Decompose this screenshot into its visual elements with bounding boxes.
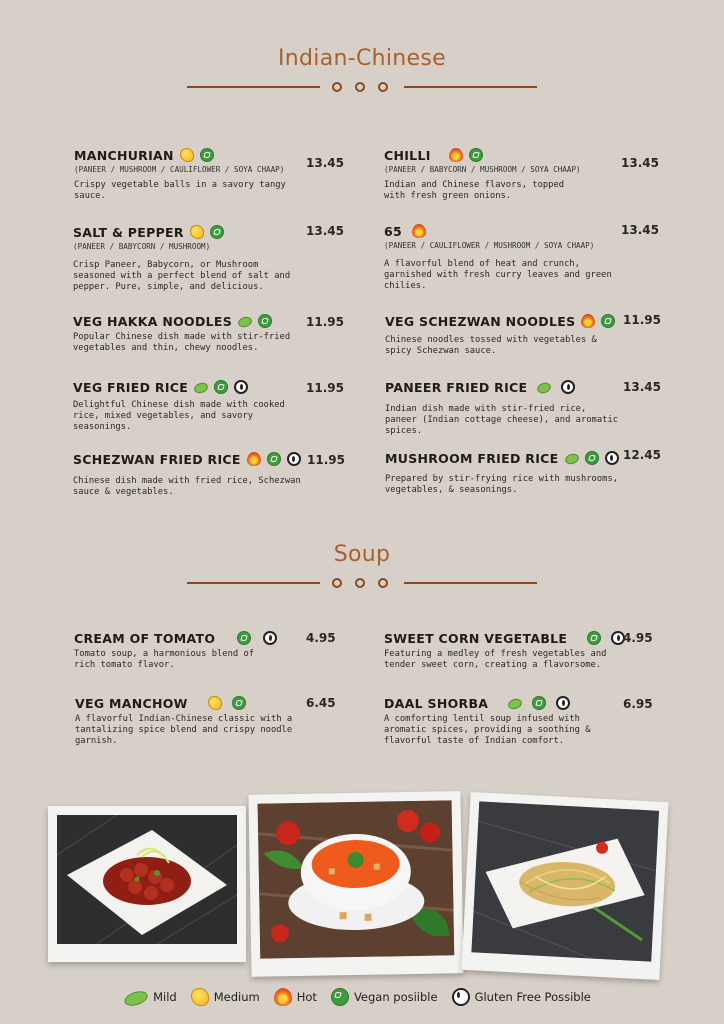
item-description: Tomato soup, a harmonious blend of rich tomato flavor. [74, 649, 255, 670]
menu-item-veg-manchow [75, 694, 325, 747]
photo-tomato-soup [248, 791, 463, 977]
item-description: Prepared by stir-frying rice with mushrooms, vegetables, & seasonings. [385, 474, 619, 495]
menu-item-veg-fried-rice [73, 378, 305, 433]
gluten-free-icon [556, 696, 570, 710]
item-name: 65 [384, 223, 402, 239]
legend-medium-label: Medium [213, 990, 260, 1004]
item-price: 11.95 [306, 315, 344, 329]
gluten-free-icon [561, 380, 575, 394]
hot-spice-icon [412, 224, 426, 238]
item-price: 11.95 [306, 381, 344, 395]
item-options: (PANEER / CAULIFLOWER / MUSHROOM / SOYA CHAAP) [384, 241, 595, 250]
item-description: Featuring a medley of fresh vegetables and tender sweet corn, creating a flavorsome. [384, 649, 607, 670]
item-price: 11.95 [623, 313, 661, 327]
vegan-icon [200, 148, 214, 162]
legend [0, 988, 724, 1006]
menu-item-schezwan-fried-rice [73, 450, 305, 498]
vegan-icon [214, 380, 228, 394]
item-options: (PANEER / BABYCORN / MUSHROOM) [73, 242, 211, 251]
vegan-icon [469, 148, 483, 162]
vegan-icon [210, 225, 224, 239]
item-name: VEG MANCHOW [75, 695, 188, 711]
item-name: PANEER FRIED RICE [385, 379, 528, 395]
hot-spice-icon [274, 988, 292, 1006]
item-price: 13.45 [306, 156, 344, 170]
section-divider [187, 576, 537, 590]
item-name: VEG FRIED RICE [73, 379, 189, 395]
item-price: 13.45 [621, 223, 659, 237]
item-name: CREAM OF TOMATO [74, 630, 216, 646]
noodles-dish-image [471, 801, 659, 961]
item-name: SALT & PEPPER [73, 224, 184, 240]
gluten-free-icon [452, 988, 470, 1006]
item-name: DAAL SHORBA [384, 695, 489, 711]
item-name: VEG SCHEZWAN NOODLES [385, 313, 576, 329]
manchurian-dish-image [57, 815, 237, 944]
item-name: CHILLI [384, 147, 431, 163]
item-description: Crispy vegetable balls in a savory tangy sauce. [74, 180, 286, 201]
item-price: 4.95 [623, 631, 653, 645]
vegan-icon [532, 696, 546, 710]
item-description: A flavorful Indian-Chinese classic with a tantalizing spice blend and crispy noodle garnish. [75, 714, 293, 746]
mild-spice-icon [507, 697, 523, 711]
mild-spice-icon [193, 381, 209, 395]
menu-item-veg-hakka-noodles [73, 312, 305, 354]
legend-mild-label: Mild [153, 990, 177, 1004]
menu-item-veg-schezwan-noodles [385, 312, 621, 357]
medium-spice-icon [208, 696, 222, 710]
vegan-icon [237, 631, 251, 645]
menu-item-sweet-corn-vegetable [384, 629, 620, 671]
menu-item-65 [384, 222, 620, 292]
section-divider [187, 80, 537, 94]
item-price: 6.95 [623, 697, 653, 711]
gluten-free-icon [287, 452, 301, 466]
item-description: Popular Chinese dish made with stir-fried vegetables and thin, chewy noodles. [73, 332, 291, 353]
item-price: 11.95 [307, 453, 345, 467]
gluten-free-icon [263, 631, 277, 645]
item-description: Delightful Chinese dish made with cooked rice, mixed vegetables, and savory seasonings. [73, 400, 285, 432]
medium-spice-icon [180, 148, 194, 162]
gluten-free-icon [605, 451, 619, 465]
item-price: 13.45 [306, 224, 344, 238]
item-description: Chinese noodles tossed with vegetables & spicy Schezwan sauce. [385, 335, 597, 356]
vegan-icon [267, 452, 281, 466]
item-price: 13.45 [621, 156, 659, 170]
vegan-icon [258, 314, 272, 328]
menu-item-chilli [384, 146, 620, 202]
hot-spice-icon [247, 452, 261, 466]
menu-item-salt-pepper [73, 223, 305, 293]
vegan-icon [587, 631, 601, 645]
item-price: 6.45 [306, 696, 336, 710]
vegan-icon [232, 696, 246, 710]
hot-spice-icon [581, 314, 595, 328]
section-title-soup: Soup [333, 542, 391, 567]
item-options: (PANEER / BABYCORN / MUSHROOM / SOYA CHAAP) [384, 165, 581, 174]
legend-hot-label: Hot [296, 990, 317, 1004]
tomato-soup-image [258, 800, 455, 958]
item-name: VEG HAKKA NOODLES [73, 313, 233, 329]
item-description: Chinese dish made with fried rice, Schezwan sauce & vegetables. [73, 476, 301, 497]
item-description: A flavorful blend of heat and crunch, garnished with fresh curry leaves and green chilies. [384, 259, 612, 291]
item-name: MANCHURIAN [74, 147, 174, 163]
item-name: MUSHROOM FRIED RICE [385, 450, 559, 466]
mild-spice-icon [563, 452, 579, 466]
menu-item-manchurian [74, 146, 306, 202]
photo-noodles [461, 792, 668, 980]
mild-spice-icon [237, 315, 253, 329]
item-description: Crisp Paneer, Babycorn, or Mushroom seasoned with a perfect blend of salt and pepper. Pure, simple, and delicious. [73, 260, 291, 292]
mild-spice-icon [123, 988, 150, 1008]
vegan-icon [601, 314, 615, 328]
legend-gluten-free-label: Gluten Free Possible [474, 990, 591, 1004]
item-description: Indian and Chinese flavors, topped with fresh green onions. [384, 180, 565, 201]
mild-spice-icon [536, 381, 552, 395]
menu-item-cream-of-tomato [74, 629, 306, 671]
legend-vegan-label: Vegan posiible [353, 990, 438, 1004]
menu-item-daal-shorba [384, 694, 620, 747]
item-price: 12.45 [623, 448, 661, 462]
section-title-indian-chinese: Indian-Chinese [278, 46, 446, 71]
item-price: 4.95 [306, 631, 336, 645]
menu-item-paneer-fried-rice [385, 378, 621, 437]
menu-item-mushroom-fried-rice [385, 449, 621, 496]
photo-manchurian [48, 806, 246, 962]
item-price: 13.45 [623, 380, 661, 394]
medium-spice-icon [190, 225, 204, 239]
item-name: SCHEZWAN FRIED RICE [73, 451, 241, 467]
gluten-free-icon [234, 380, 248, 394]
vegan-icon [585, 451, 599, 465]
item-options: (PANEER / MUSHROOM / CAULIFLOWER / SOYA CHAAP) [74, 165, 285, 174]
medium-spice-icon [191, 988, 209, 1006]
item-name: SWEET CORN VEGETABLE [384, 630, 568, 646]
hot-spice-icon [449, 148, 463, 162]
vegan-icon [331, 988, 349, 1006]
item-description: A comforting lentil soup infused with aromatic spices, providing a soothing & flavorful taste of Indian comfort. [384, 714, 591, 746]
item-description: Indian dish made with stir-fried rice, paneer (Indian cottage cheese), and aromatic spices. [385, 404, 619, 436]
